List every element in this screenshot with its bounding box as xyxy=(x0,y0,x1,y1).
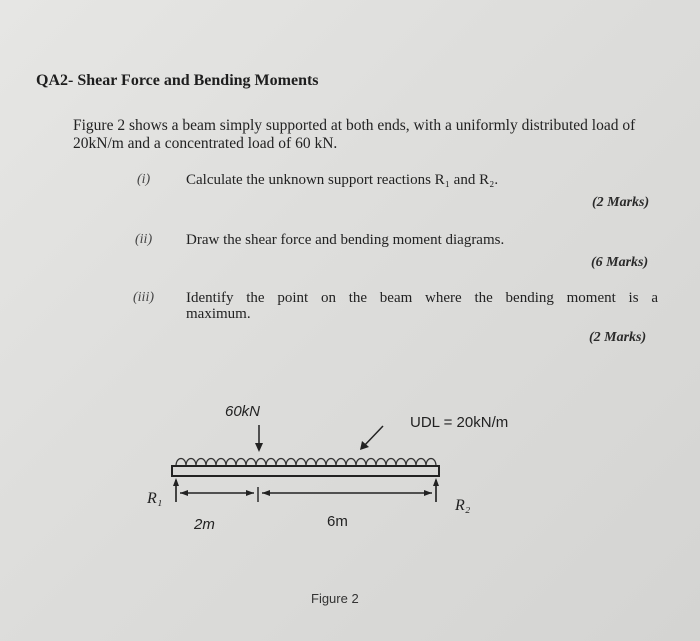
beam xyxy=(172,466,439,476)
span-1-label: 2m xyxy=(194,516,215,533)
point-load-label: 60kN xyxy=(225,403,261,420)
question-1-marks: (2 Marks) xyxy=(592,195,650,210)
question-1-text: Calculate the unknown support reactions R₁ and R₂. xyxy=(186,172,499,188)
question-1-number: (i) xyxy=(137,172,151,187)
question-2-marks: (6 Marks) xyxy=(591,255,649,270)
section-title: QA2- Shear Force and Bending Moments xyxy=(36,72,319,89)
question-3-text-line2: maximum. xyxy=(186,306,251,322)
span-2-label: 6m xyxy=(327,513,348,530)
reaction-r2-arrow xyxy=(433,478,439,502)
point-load-arrow xyxy=(255,425,263,452)
r1-label: R₁ xyxy=(147,490,163,507)
question-3-text-line1: Identify the point on the beam where the bending moment is a xyxy=(186,290,658,306)
udl-pointer-arrow xyxy=(360,426,383,450)
dimension-lines xyxy=(176,480,436,502)
question-3-marks: (2 Marks) xyxy=(589,330,647,345)
question-2-text: Draw the shear force and bending moment diagrams. xyxy=(186,232,505,248)
question-3-number: (iii) xyxy=(133,290,154,305)
figure-caption: Figure 2 xyxy=(311,591,359,606)
question-2-number: (ii) xyxy=(135,232,153,247)
udl-label: UDL = 20kN/m xyxy=(410,414,509,431)
r2-label: R₂ xyxy=(455,497,471,514)
intro-paragraph: Figure 2 shows a beam simply supported at both ends, with a uniformly distributed load of 20kN/m and a concentrated load of 60 kN. xyxy=(73,117,636,152)
udl-coils xyxy=(176,459,436,467)
reaction-r1-arrow xyxy=(173,478,179,502)
